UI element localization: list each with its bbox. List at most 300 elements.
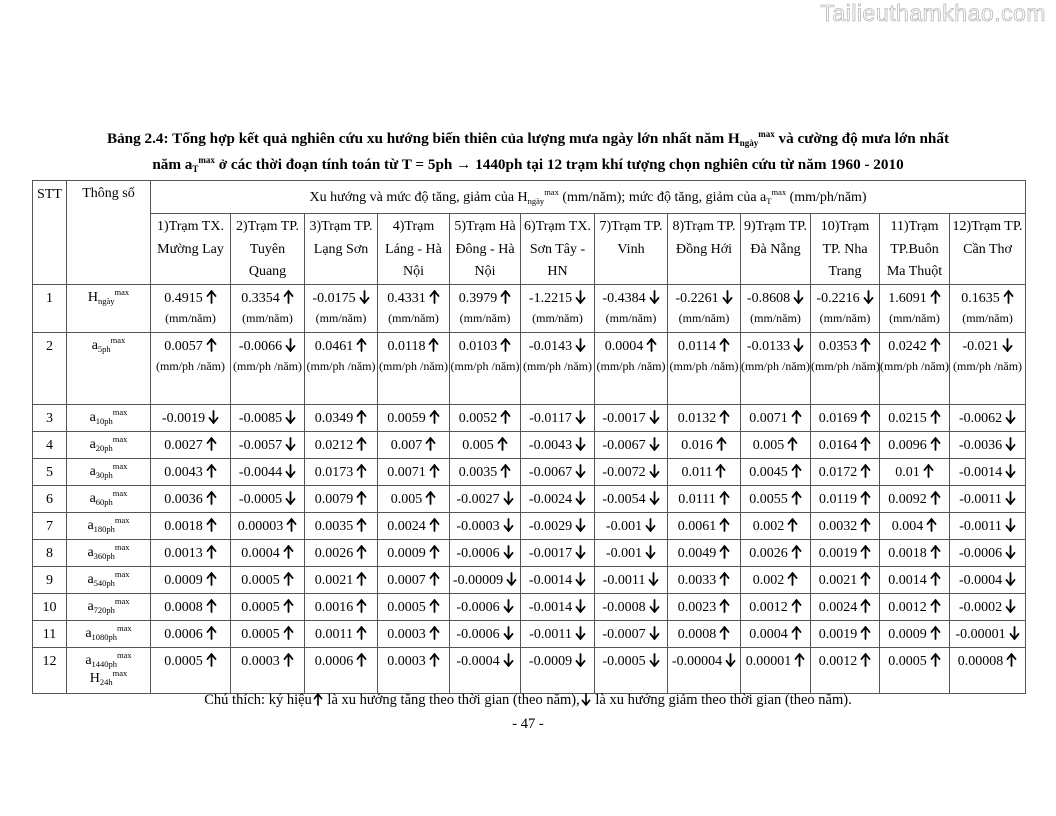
trend-value: -0.0057 (238, 437, 283, 453)
trend-value-cell (950, 458, 1026, 485)
trend-value-cell (151, 539, 231, 566)
arrow-down-icon (1002, 573, 1016, 588)
arrow-down-icon (790, 339, 804, 354)
arrow-down-icon (999, 339, 1013, 354)
param-name: $a_{720ph}^{max}$ (67, 593, 151, 620)
arrow-up-icon (927, 600, 941, 615)
trend-value: 0.0019 (818, 545, 858, 561)
arrow-down-icon (572, 291, 586, 306)
trend-value: 0.0043 (164, 464, 203, 480)
trend-value: 0.0014 (888, 572, 927, 588)
row-number: 9 (33, 566, 67, 593)
station-header-row (33, 214, 1026, 285)
trend-value-cell (950, 431, 1026, 458)
trend-value-cell (151, 620, 231, 647)
arrow-down-icon (572, 546, 586, 561)
trend-value-cell (231, 431, 305, 458)
row-number: 10 (33, 593, 67, 620)
arrow-up-icon (920, 465, 934, 480)
row-number: 2 (33, 332, 67, 404)
trend-value-cell (231, 620, 305, 647)
unit-label: (mm/năm) (678, 310, 730, 325)
trend-value: 0.0049 (677, 545, 717, 561)
trend-value: 0.007 (390, 437, 423, 453)
trend-value: 0.0011 (315, 626, 353, 642)
trend-value-cell (378, 539, 450, 566)
station-header-9: 9)Trạm TP. Đà Nẵng (741, 214, 811, 285)
trend-value-cell (811, 404, 880, 431)
arrow-down-icon (572, 654, 586, 669)
trend-value: -0.0036 (958, 437, 1003, 453)
trend-value: 0.0004 (604, 338, 644, 354)
trend-value-cell (151, 485, 231, 512)
table-row (33, 593, 1026, 620)
trend-value: -0.0062 (958, 410, 1003, 426)
trend-value: 0.0242 (888, 338, 927, 354)
arrow-up-icon (927, 411, 941, 426)
trend-value: 0.0353 (818, 338, 858, 354)
trend-value-cell (741, 620, 811, 647)
trend-value: 0.00003 (237, 518, 284, 534)
trend-value-cell (151, 431, 231, 458)
trend-value: -0.4384 (602, 290, 646, 306)
arrow-up-icon (857, 492, 871, 507)
arrow-down-icon (646, 411, 660, 426)
trend-value: -0.0004 (456, 653, 500, 669)
trend-value-cell (521, 485, 595, 512)
trend-value: 0.0114 (678, 338, 716, 354)
table-row (33, 620, 1026, 647)
arrow-up-icon (716, 573, 730, 588)
trend-value: 0.002 (752, 518, 785, 534)
unit-label: (mm/năm) (165, 310, 216, 325)
station-header-6: 6)Trạm TX. Sơn Tây - HN (521, 214, 595, 285)
trend-value: 0.0092 (888, 491, 927, 507)
arrow-up-icon (788, 600, 802, 615)
table-row (33, 539, 1026, 566)
trend-value-cell (880, 485, 950, 512)
trend-value-cell (378, 512, 450, 539)
trend-value: -0.0008 (602, 599, 646, 615)
trend-value-cell (305, 512, 378, 539)
trend-value: 0.0007 (387, 572, 426, 588)
arrow-up-icon (857, 465, 871, 480)
trend-value-cell (668, 485, 741, 512)
table-row (33, 485, 1026, 512)
trend-value: 0.0215 (888, 410, 927, 426)
trend-value-cell (880, 566, 950, 593)
trend-value-cell (880, 431, 950, 458)
trend-value-cell (595, 512, 668, 539)
trend-value-cell (668, 332, 741, 404)
unit-label: (mm/ph /năm) (596, 358, 666, 373)
unit-label: (mm/năm) (750, 310, 801, 325)
trend-value-cell (880, 404, 950, 431)
trend-value: 0.0061 (677, 518, 717, 534)
trend-value: -0.001 (605, 545, 643, 561)
trend-value: 0.0008 (677, 626, 717, 642)
trend-value-cell (231, 512, 305, 539)
trend-value: 0.0079 (314, 491, 354, 507)
arrow-down-icon (642, 519, 656, 534)
trend-value: -0.0011 (959, 518, 1002, 534)
arrow-down-icon (722, 654, 736, 669)
trend-value-cell (880, 458, 950, 485)
arrow-up-icon (280, 600, 294, 615)
arrow-down-icon (356, 291, 370, 306)
arrow-up-icon (426, 600, 440, 615)
trend-value: -0.0067 (528, 464, 573, 480)
arrow-down-icon (572, 465, 586, 480)
trend-value-cell (521, 332, 595, 404)
table-row (33, 284, 1026, 332)
trend-value-cell (450, 647, 521, 693)
trend-value-cell (595, 332, 668, 404)
arrow-down-icon (572, 573, 586, 588)
trend-value: -0.0133 (746, 338, 791, 354)
arrow-up-icon (353, 438, 367, 453)
station-header-3: 3)Trạm TP. Lạng Sơn (305, 214, 378, 285)
arrow-down-icon (646, 465, 660, 480)
trend-value-cell (595, 539, 668, 566)
arrow-up-icon (716, 411, 730, 426)
trend-value-cell (595, 485, 668, 512)
trend-value-cell (741, 539, 811, 566)
arrow-up-icon (353, 600, 367, 615)
arrow-up-icon (716, 339, 730, 354)
arrow-up-icon (203, 465, 217, 480)
arrow-up-icon (857, 546, 871, 561)
trend-value-cell (741, 485, 811, 512)
trend-value-cell (450, 485, 521, 512)
trend-value: 0.0119 (819, 491, 857, 507)
arrow-up-icon (203, 438, 217, 453)
arrow-down-icon (282, 465, 296, 480)
trend-value-cell (811, 284, 880, 332)
trend-value: 0.0003 (241, 653, 280, 669)
arrow-up-icon (857, 411, 871, 426)
trend-value: -0.0066 (238, 338, 283, 354)
trend-value: -0.0011 (529, 626, 572, 642)
arrow-up-icon (353, 411, 367, 426)
stt-header: STT (33, 181, 67, 285)
trend-value: 0.00008 (957, 653, 1004, 669)
trend-value: 0.0008 (164, 599, 203, 615)
trend-value-cell (378, 485, 450, 512)
trend-value: 0.0005 (241, 599, 280, 615)
arrow-up-icon (426, 546, 440, 561)
trend-value-cell (811, 620, 880, 647)
arrow-up-icon (857, 573, 871, 588)
param-name: $a_{10ph}^{max}$ (67, 404, 151, 431)
trend-value: 0.0009 (888, 626, 927, 642)
trend-value-cell (305, 593, 378, 620)
trend-value: 0.011 (681, 464, 713, 480)
trend-value-cell (450, 404, 521, 431)
arrow-down-icon (572, 492, 586, 507)
arrow-up-icon (283, 519, 297, 534)
trend-value-cell (378, 284, 450, 332)
arrow-up-icon (203, 600, 217, 615)
arrow-down-icon (1006, 627, 1020, 642)
trend-value-cell (305, 458, 378, 485)
trend-value-cell (950, 284, 1026, 332)
trend-value: 0.0055 (749, 491, 788, 507)
arrow-down-icon (580, 692, 592, 708)
trend-value: 0.0033 (677, 572, 717, 588)
trend-value: -0.0011 (602, 572, 646, 588)
arrow-down-icon (282, 339, 296, 354)
trend-value-cell (521, 647, 595, 693)
trend-value-cell (378, 404, 450, 431)
trend-value-cell (450, 566, 521, 593)
row-number: 11 (33, 620, 67, 647)
trend-value: 0.0006 (314, 653, 354, 669)
trend-value-cell (231, 593, 305, 620)
trend-value: -0.0072 (602, 464, 646, 480)
table-row (33, 404, 1026, 431)
station-header-1: 1)Trạm TX. Mường Lay (151, 214, 231, 285)
table-row (33, 512, 1026, 539)
station-header-12: 12)Trạm TP. Cần Thơ (950, 214, 1026, 285)
arrow-down-icon (1002, 546, 1016, 561)
arrow-down-icon (646, 600, 660, 615)
arrow-up-icon (927, 546, 941, 561)
trend-value: 0.0035 (314, 518, 354, 534)
param-name: $a_{180ph}^{max}$ (67, 512, 151, 539)
arrow-up-icon (923, 519, 937, 534)
arrow-up-icon (280, 546, 294, 561)
arrow-down-icon (646, 438, 660, 453)
arrow-down-icon (572, 438, 586, 453)
trend-value-cell (741, 566, 811, 593)
arrow-up-icon (353, 546, 367, 561)
trend-value: 0.0027 (164, 437, 203, 453)
unit-label: (mm/ph /năm) (379, 358, 448, 373)
arrow-up-icon (353, 492, 367, 507)
trend-value-cell (450, 512, 521, 539)
arrow-up-icon (426, 573, 440, 588)
arrow-up-icon (791, 654, 805, 669)
arrow-down-icon (646, 492, 660, 507)
trend-value-cell (378, 620, 450, 647)
trend-value-cell (950, 332, 1026, 404)
arrow-up-icon (203, 546, 217, 561)
arrow-down-icon (572, 411, 586, 426)
arrow-up-icon (426, 519, 440, 534)
arrow-up-icon (280, 654, 294, 669)
trend-value-cell (521, 566, 595, 593)
trend-value-cell (521, 620, 595, 647)
trend-value-cell (595, 404, 668, 431)
unit-label: (mm/ph /năm) (450, 358, 520, 373)
trend-value-cell (595, 647, 668, 693)
trend-value: 0.0018 (164, 518, 203, 534)
trend-value: 0.0023 (677, 599, 717, 615)
trend-value: -0.2216 (816, 290, 860, 306)
arrow-up-icon (203, 339, 217, 354)
unit-label: (mm/ph /năm) (669, 358, 739, 373)
trend-value: 0.4915 (164, 290, 203, 306)
trend-value-cell (450, 539, 521, 566)
unit-label: (mm/năm) (315, 310, 367, 325)
arrow-up-icon (422, 492, 436, 507)
arrow-down-icon (790, 291, 804, 306)
arrow-up-icon (927, 573, 941, 588)
trend-header: Xu hướng và mức độ tăng, giảm của $H_{ngày}^{max}$ (mm/năm); mức độ tăng, giảm của $a_T^{max}$ (mm/ph/năm) (151, 181, 1026, 214)
trend-value: 0.0004 (241, 545, 280, 561)
arrow-up-icon (422, 438, 436, 453)
row-number: 3 (33, 404, 67, 431)
trend-value: 0.3979 (458, 290, 498, 306)
arrow-down-icon (646, 291, 660, 306)
station-header-11: 11)Trạm TP.Buôn Ma Thuột (880, 214, 950, 285)
trend-value: 0.0005 (888, 653, 927, 669)
trend-value-cell (521, 284, 595, 332)
trend-value-cell (595, 620, 668, 647)
trend-value-cell (378, 332, 450, 404)
arrow-up-icon (353, 627, 367, 642)
arrow-down-icon (500, 654, 514, 669)
trend-value-cell (378, 458, 450, 485)
arrow-up-icon (788, 411, 802, 426)
trend-value-cell (950, 647, 1026, 693)
trend-value: 0.0173 (314, 464, 354, 480)
trend-value: -0.0017 (528, 545, 573, 561)
trend-value: 0.0009 (164, 572, 203, 588)
arrow-up-icon (857, 519, 871, 534)
arrow-up-icon (203, 519, 217, 534)
trend-value-cell (521, 593, 595, 620)
trend-value: 0.0018 (888, 545, 927, 561)
trend-value: 0.0016 (314, 599, 354, 615)
arrow-down-icon (572, 339, 586, 354)
unit-label: (mm/ph /năm) (741, 358, 810, 373)
trend-value-cell (305, 566, 378, 593)
trend-value-cell (521, 512, 595, 539)
trend-value: 0.0013 (164, 545, 203, 561)
trend-value-cell (811, 332, 880, 404)
arrow-up-icon (788, 627, 802, 642)
arrow-down-icon (205, 411, 219, 426)
trend-value-cell (668, 512, 741, 539)
arrow-up-icon (716, 546, 730, 561)
arrow-up-icon (280, 291, 294, 306)
trend-value-cell (950, 593, 1026, 620)
arrow-up-icon (425, 339, 439, 354)
trend-value-cell (950, 512, 1026, 539)
trend-value: 0.0012 (818, 653, 858, 669)
trend-value-cell (595, 431, 668, 458)
arrow-up-icon (857, 600, 871, 615)
arrow-up-icon (927, 339, 941, 354)
trend-value: -0.0067 (602, 437, 646, 453)
arrow-down-icon (500, 519, 514, 534)
trend-value: 0.0052 (458, 410, 498, 426)
arrow-up-icon (353, 519, 367, 534)
trend-value: -0.0005 (602, 653, 646, 669)
arrow-up-icon (716, 492, 730, 507)
arrow-down-icon (572, 600, 586, 615)
trend-value-cell (811, 593, 880, 620)
trend-value: -0.0029 (528, 518, 573, 534)
unit-label: (mm/năm) (459, 310, 511, 325)
trend-value-cell (378, 431, 450, 458)
trend-value-cell (231, 404, 305, 431)
trend-value: -0.0007 (602, 626, 646, 642)
arrow-up-icon (927, 627, 941, 642)
arrow-up-icon (353, 339, 367, 354)
row-number: 5 (33, 458, 67, 485)
trend-value: 0.0036 (164, 491, 203, 507)
arrow-up-icon (426, 627, 440, 642)
trend-value: -0.0006 (958, 545, 1003, 561)
param-name: $a_{60ph}^{max}$ (67, 485, 151, 512)
unit-label: (mm/ph /năm) (880, 358, 949, 373)
arrow-down-icon (860, 291, 874, 306)
param-name: $a_{20ph}^{max}$ (67, 431, 151, 458)
trend-value: -0.00009 (452, 572, 504, 588)
trend-value: -0.8608 (746, 290, 791, 306)
trend-value: 0.0021 (818, 572, 858, 588)
arrow-up-icon (353, 654, 367, 669)
arrow-up-icon (280, 573, 294, 588)
trend-value-cell (305, 332, 378, 404)
trend-value-cell (668, 620, 741, 647)
trend-value: 0.0005 (241, 626, 280, 642)
unit-label: (mm/năm) (242, 310, 293, 325)
arrow-up-icon (716, 627, 730, 642)
arrow-down-icon (1002, 600, 1016, 615)
table-caption: Bảng 2.4: Tổng hợp kết quả nghiên cứu xu hướng biến thiên của lượng mưa ngày lớn nhất năm $H_{ngày}^{max}$ và cường độ mưa lớn nhất năm $a_T^{max}$ ở các thời đoạn tính toán từ T = 5ph → 1440ph tại 12 trạm khí tượng chọn nghiên cứu từ năm 1960 - 2010 (106, 129, 950, 174)
trend-value: 0.0071 (749, 410, 788, 426)
arrow-up-icon (788, 546, 802, 561)
trend-value: 0.1635 (961, 290, 1000, 306)
trend-value-cell (595, 593, 668, 620)
station-header-10: 10)Trạm TP. Nha Trang (811, 214, 880, 285)
trend-value: 0.0026 (314, 545, 354, 561)
trend-value: -0.021 (962, 338, 999, 354)
trend-value-cell (950, 485, 1026, 512)
trend-table (32, 180, 1026, 694)
trend-value-cell (880, 512, 950, 539)
trend-value: 0.0012 (888, 599, 927, 615)
arrow-up-icon (784, 519, 798, 534)
trend-value-cell (741, 458, 811, 485)
arrow-down-icon (1002, 438, 1016, 453)
param-name: $a_{30ph}^{max}$ (67, 458, 151, 485)
trend-value-cell (668, 593, 741, 620)
trend-value-cell (950, 566, 1026, 593)
arrow-down-icon (1002, 519, 1016, 534)
station-header-7: 7)Trạm TP. Vinh (595, 214, 668, 285)
trend-value-cell (151, 332, 231, 404)
trend-value-cell (450, 332, 521, 404)
arrow-down-icon (282, 411, 296, 426)
unit-label: (mm/năm) (962, 310, 1013, 325)
trend-value-cell (305, 647, 378, 693)
arrow-down-icon (500, 600, 514, 615)
trend-value-cell (521, 539, 595, 566)
station-header-8: 8)Trạm TP. Đồng Hới (668, 214, 741, 285)
arrow-up-icon (426, 654, 440, 669)
row-number: 8 (33, 539, 67, 566)
trend-value-cell (305, 284, 378, 332)
trend-value: -0.0014 (528, 572, 573, 588)
trend-value: 0.0111 (678, 491, 716, 507)
trend-value: -0.0011 (959, 491, 1002, 507)
trend-value: 0.0005 (241, 572, 280, 588)
